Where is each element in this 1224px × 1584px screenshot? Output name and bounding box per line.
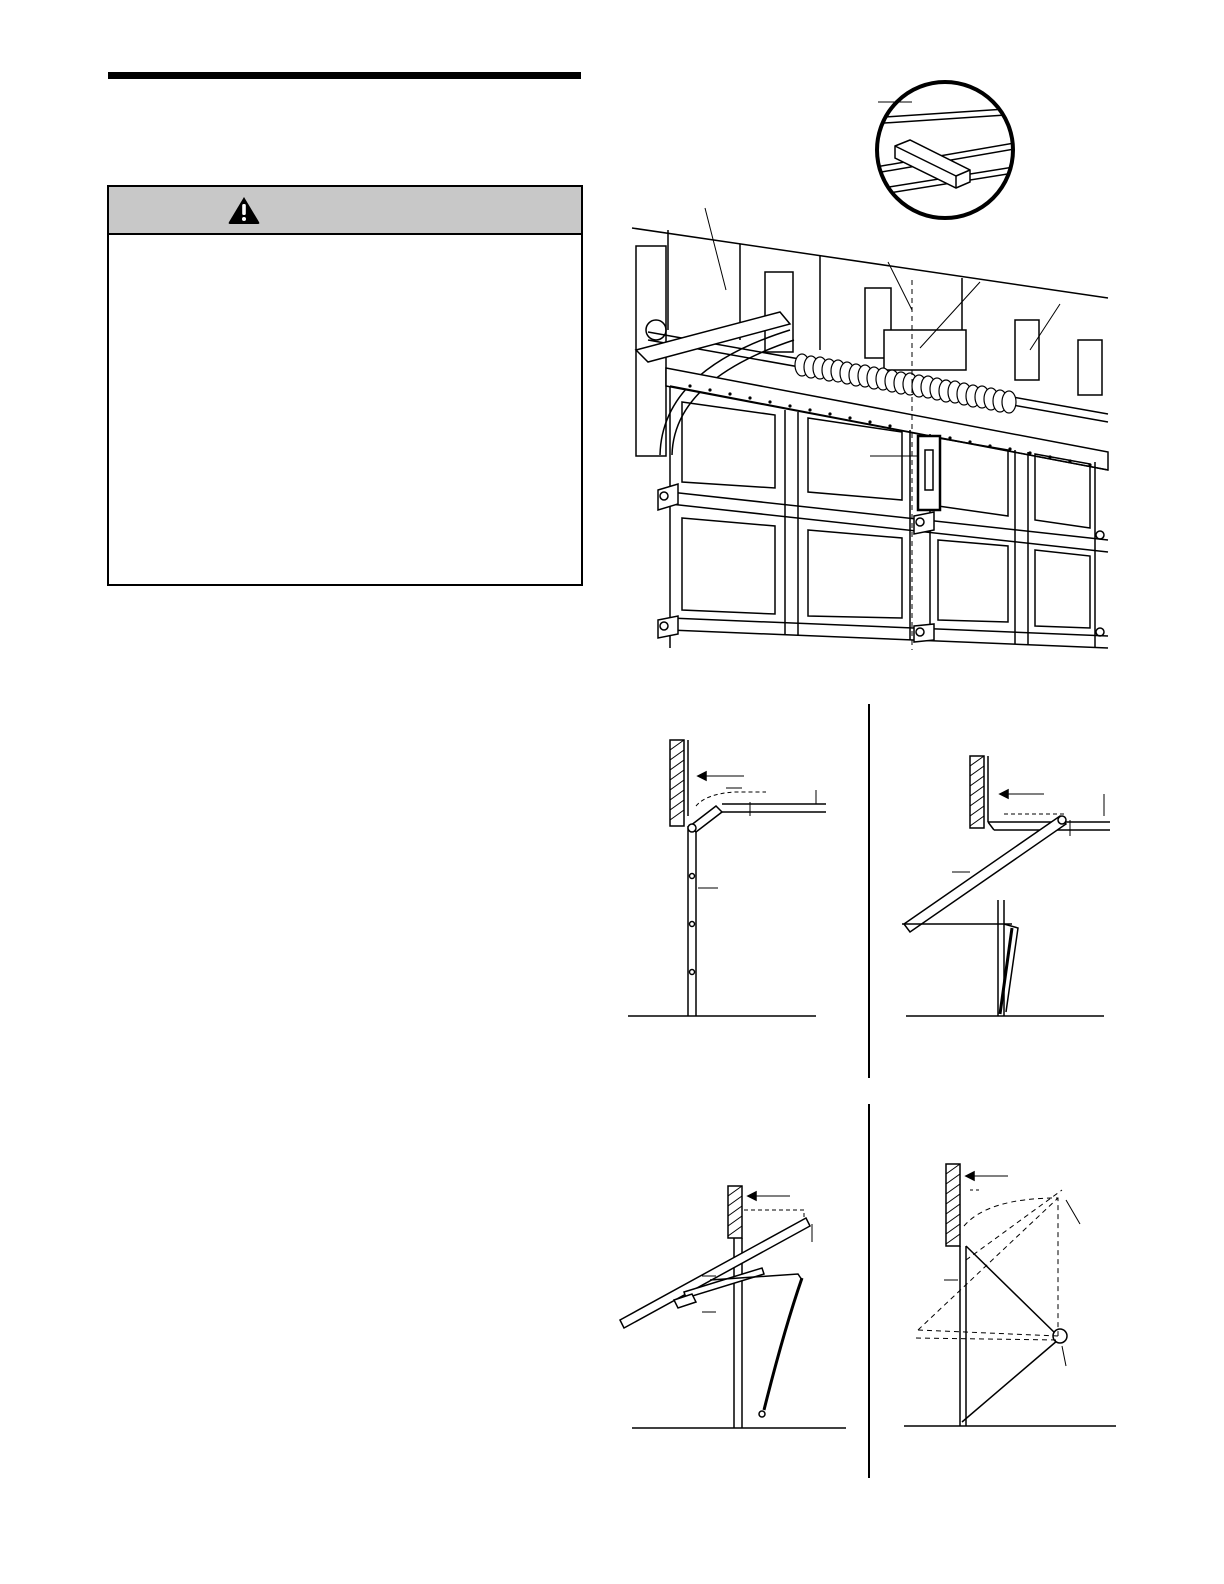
column-divider-upper (868, 704, 870, 1078)
warning-box (107, 185, 583, 586)
page-heading (108, 92, 581, 152)
section-rule (108, 72, 581, 79)
main-illustration (630, 200, 1110, 650)
column-divider-lower (868, 1104, 870, 1478)
warning-triangle-icon (227, 195, 261, 225)
diagram-d (898, 1160, 1120, 1434)
diagram-c (614, 1180, 854, 1434)
diagram-a (626, 738, 831, 1020)
warning-header (109, 187, 581, 235)
diagram-b (894, 752, 1114, 1022)
